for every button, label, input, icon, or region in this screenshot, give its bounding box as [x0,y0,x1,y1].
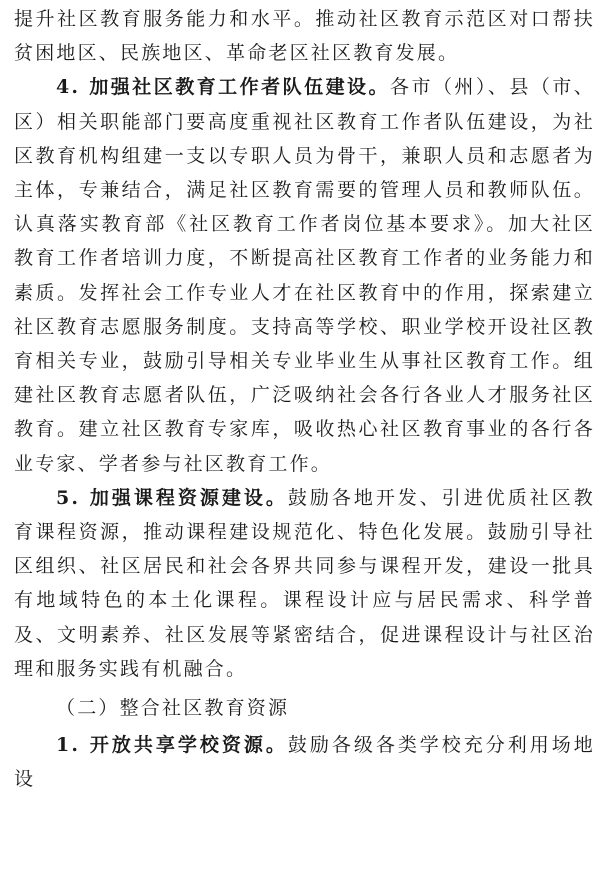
item-1-heading: 1. 开放共享学校资源。 [56,734,288,757]
paragraph-item-1 [14,728,595,796]
paragraph-continuation [14,2,595,70]
paragraph-item-4 [14,70,595,480]
item-4-heading: 4. 加强社区教育工作者队伍建设。 [56,76,390,99]
item-4-text: 各市（州）、县（市、区）相关职能部门要高度重视社区教育工作者队伍建设，为社区教育机构组建一支以专职人员为骨干，兼职人员和志愿者为主体，专兼结合，满足社区教育需要的管理人员和教师队伍。认真落实教育部《社区教育工作者岗位基本要求》。加大社区教育工作者培训力度，不断提高社区教育工作者的业务能力和素质。发挥社会工作专业人才在社区教育中的作用，探索建立社区教育志愿服务制度。支持高等学校、职业学校开设社区教育相关专业，鼓励引导相关专业毕业生从事社区教育工作。组建社区教育志愿者队伍，广泛吸纳社会各行各业人才服务社区教育。建立社区教育专家库，吸收热心社区教育事业的各行各业专家、学者参与社区教育工作。 [14,76,595,475]
item-5-text: 鼓励各地开发、引进优质社区教育课程资源，推动课程建设规范化、特色化发展。鼓励引导社区组织、社区居民和社会各界共同参与课程开发，建设一批具有地域特色的本土化课程。课程设计应与居民需求、科学普及、文明素养、社区发展等紧密结合，促进课程设计与社区治理和服务实践有机融合。 [14,486,595,680]
section-heading [14,691,595,725]
paragraph-text: 提升社区教育服务能力和水平。推动社区教育示范区对口帮扶贫困地区、民族地区、革命老区社区教育发展。 [14,8,595,65]
item-1-text: 鼓励各级各类学校充分利用场地设 [14,734,595,791]
section-2-heading: （二）整合社区教育资源 [56,697,290,720]
paragraph-item-5 [14,481,595,686]
item-5-heading: 5. 加强课程资源建设。 [56,486,288,509]
